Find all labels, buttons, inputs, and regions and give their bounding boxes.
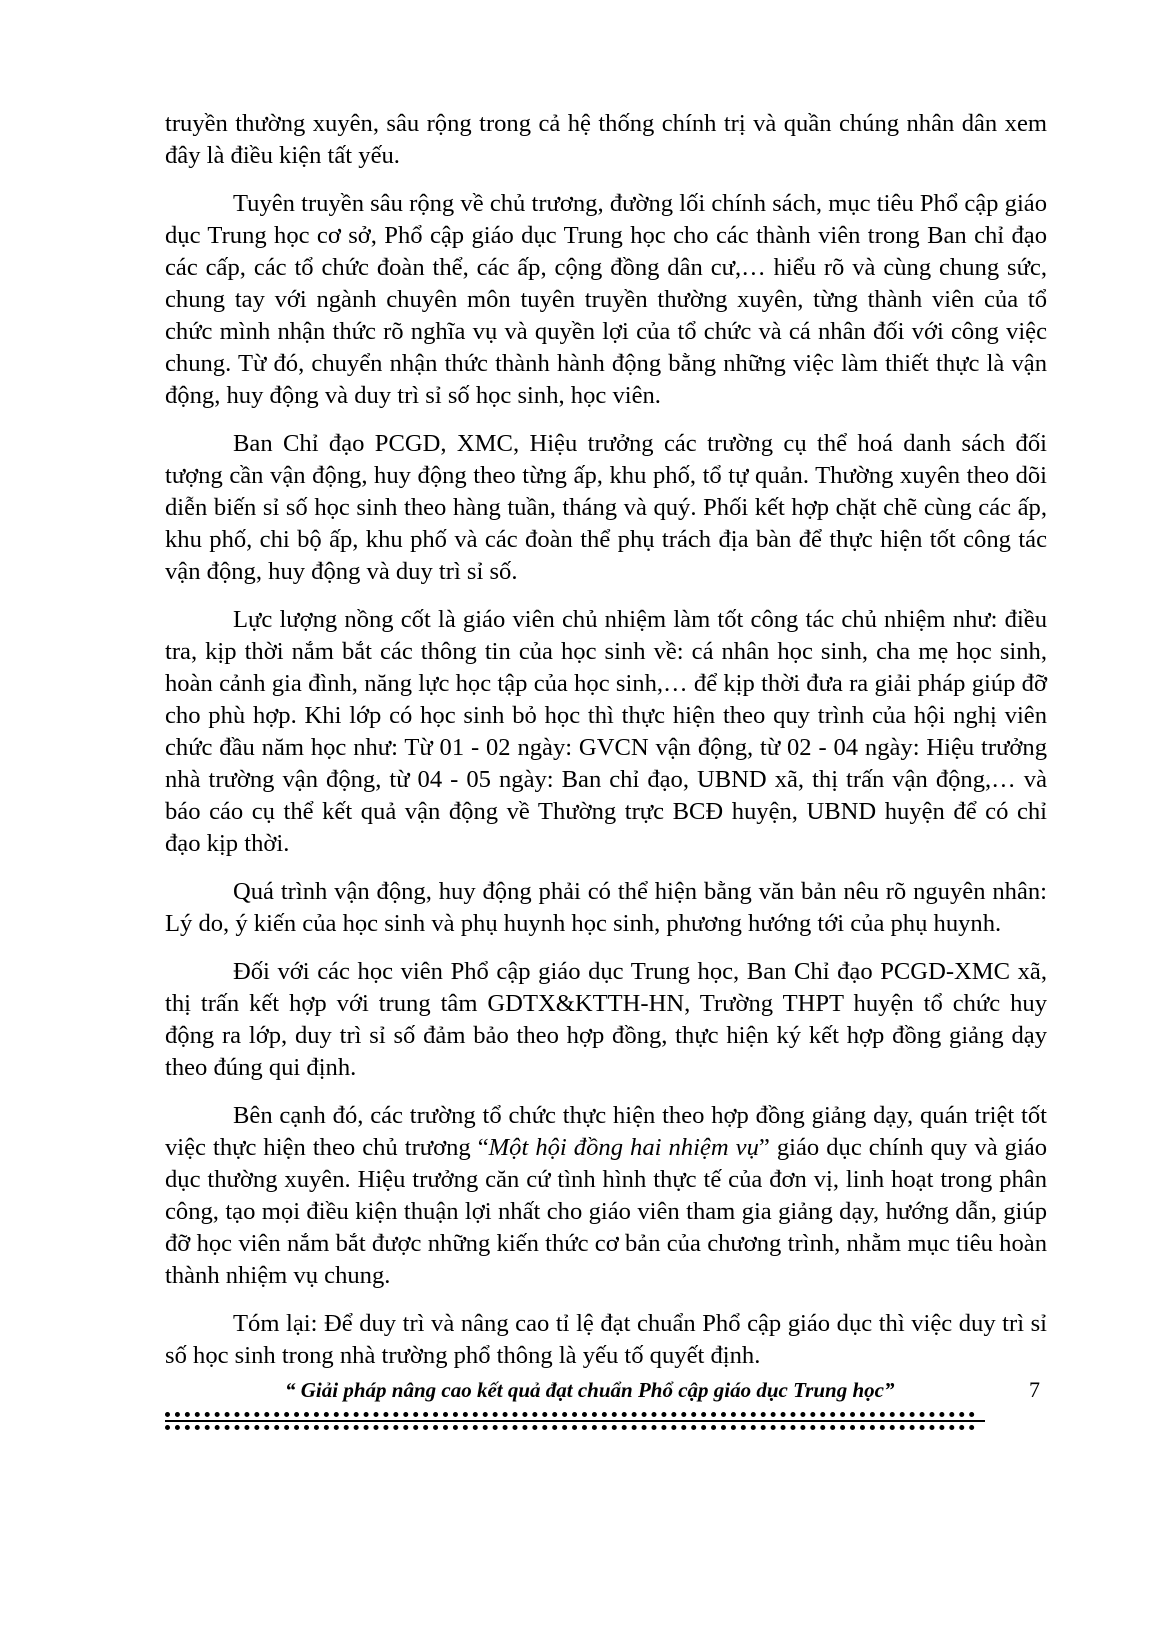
page-footer [165, 1374, 1050, 1430]
paragraph-4: Lực lượng nồng cốt là giáo viên chủ nhiệm làm tốt công tác chủ nhiệm như: điều tra, kịp thời nắm bắt các thông tin của học sinh về: cá nhân học sinh, cha mẹ học sinh, hoàn cảnh gia đình, năng lực học tập của học sinh,… để kịp thời đưa ra giải pháp giúp đỡ cho phù hợp. Khi lớp có học sinh bỏ học thì thực hiện theo quy trình của hội nghị viên chức đầu năm học như: Từ 01 - 02 ngày: GVCN vận động, từ 02 - 04 ngày: Hiệu trưởng nhà trường vận động, từ 04 - 05 ngày: Ban chỉ đạo, UBND xã, thị trấn vận động,… và báo cáo cụ thể kết quả vận động về Thường trực BCĐ huyện, UBND huyện để có chỉ đạo kịp thời. [165, 606, 1047, 857]
paragraph-2: Tuyên truyền sâu rộng về chủ trương, đường lối chính sách, mục tiêu Phổ cập giáo dục Trung học cơ sở, Phổ cập giáo dục Trung học cho các thành viên trong Ban chỉ đạo các cấp, các tổ chức đoàn thể, các ấp, cộng đồng dân cư,… hiểu rõ và cùng chung sức, chung tay với ngành chuyên môn tuyên truyền thường xuyên, từng thành viên của tổ chức mình nhận thức rõ nghĩa vụ và quyền lợi của tổ chức và cá nhân đối với công việc chung. Từ đó, chuyển nhận thức thành hành động bằng những việc làm thiết thực là vận động, huy động và duy trì sỉ số học sinh, học viên. [165, 190, 1047, 409]
page-number: 7 [1029, 1377, 1040, 1402]
paragraph-5: Quá trình vận động, huy động phải có thể hiện bằng văn bản nêu rõ nguyên nhân: Lý do, ý kiến của học sinh và phụ huynh học sinh, phương hướng tới của phụ huynh. [165, 878, 1047, 937]
paragraph-7-text-before: Bên cạnh đó, các trường tổ chức thực hiện theo hợp đồng giảng dạy, quán triệt tốt việc thực hiện theo chủ trương “ [165, 1102, 1047, 1161]
paragraph-7 [165, 1100, 1047, 1292]
footer-title: “ Giải pháp nâng cao kết quả đạt chuẩn Phổ cập giáo dục Trung học” [285, 1378, 895, 1402]
paragraph-6: Đối với các học viên Phổ cập giáo dục Trung học, Ban Chỉ đạo PCGD-XMC xã, thị trấn kết hợp với trung tâm GDTX&KTTH-HN, Trường THPT huyện tổ chức huy động ra lớp, duy trì sỉ số đảm bảo theo hợp đồng, thực hiện ký kết hợp đồng giảng dạy theo đúng qui định. [165, 958, 1047, 1081]
paragraph-7-text-after: ” giáo dục chính quy và giáo dục thường xuyên. Hiệu trưởng căn cứ tình hình thực tế của đơn vị, linh hoạt trong phân công, tạo mọi điều kiện thuận lợi nhất cho giáo viên tham gia giảng dạy, hướng dẫn, giúp đỡ học viên nắm bắt được những kiến thức cơ bản của chương trình, nhằm mục tiêu hoàn thành nhiệm vụ chung. [165, 1134, 1047, 1289]
footer-solid-rule [165, 1420, 985, 1422]
footer-row [165, 1374, 1050, 1410]
footer-dotted-rule-top [165, 1412, 975, 1417]
paragraph-8: Tóm lại: Để duy trì và nâng cao tỉ lệ đạt chuẩn Phổ cập giáo dục thì việc duy trì sỉ số học sinh trong nhà trường phổ thông là yếu tố quyết định. [165, 1310, 1047, 1369]
document-body [165, 108, 1047, 1388]
paragraph-3: Ban Chỉ đạo PCGD, XMC, Hiệu trưởng các trường cụ thể hoá danh sách đối tượng cần vận động, huy động theo từng ấp, khu phố, tổ tự quản. Thường xuyên theo dõi diễn biến sỉ số học sinh theo hàng tuần, tháng và quý. Phối kết hợp chặt chẽ cùng các ấp, khu phố, chi bộ ấp, khu phố và các đoàn thể phụ trách địa bàn để thực hiện tốt công tác vận động, huy động và duy trì sỉ số. [165, 430, 1047, 585]
footer-dotted-rule-bottom [165, 1425, 975, 1430]
paragraph-7-italic-phrase: Một hội đồng hai nhiệm vụ [488, 1134, 759, 1161]
paragraph-1: truyền thường xuyên, sâu rộng trong cả hệ thống chính trị và quần chúng nhân dân xem đây là điều kiện tất yếu. [165, 110, 1047, 169]
